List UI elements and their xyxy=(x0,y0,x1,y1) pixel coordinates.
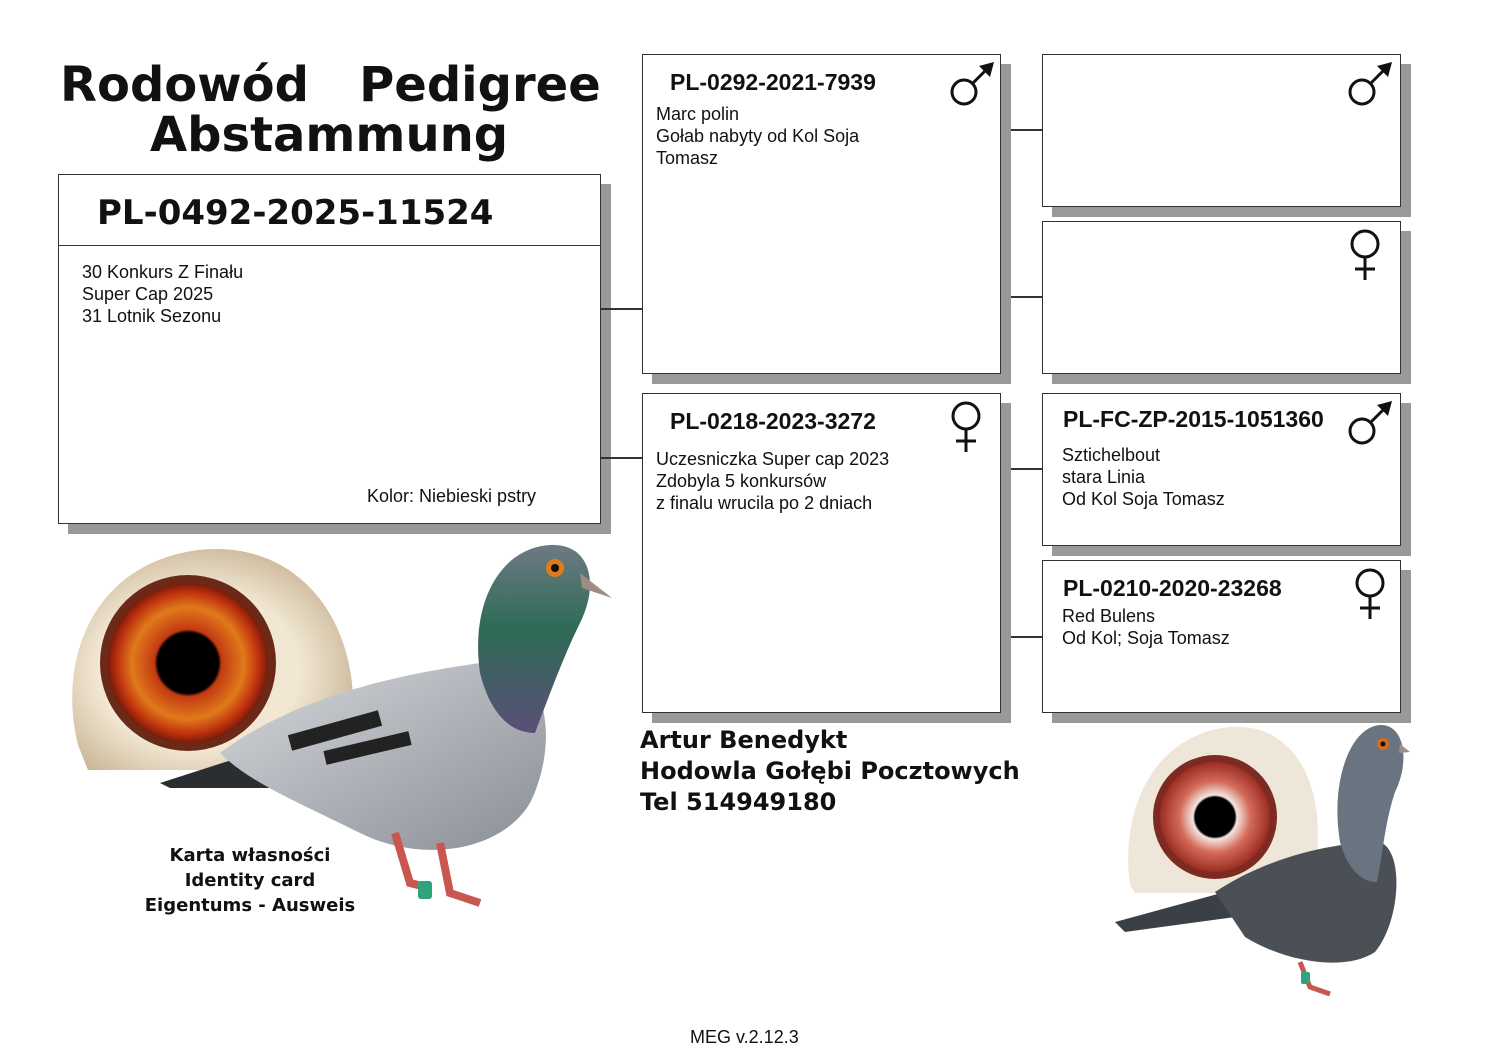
male-icon xyxy=(1345,59,1395,109)
dam-dam-card xyxy=(1042,560,1401,713)
male-icon xyxy=(947,59,997,109)
main-pigeon-card xyxy=(58,174,601,524)
dam-card xyxy=(642,393,1001,713)
breeder-loft: Hodowla Gołębi Pocztowych xyxy=(640,757,1020,785)
female-icon xyxy=(1350,565,1390,621)
dam-sire-card xyxy=(1042,393,1401,546)
female-icon xyxy=(946,398,986,454)
connector-sire-dam xyxy=(1001,296,1043,298)
connector-dam-sire xyxy=(1001,468,1043,470)
breeder-info xyxy=(640,725,1020,818)
sire-sire-card xyxy=(1042,54,1401,207)
main-color: Kolor: Niebieski pstry xyxy=(367,486,537,506)
pigeon-image-small xyxy=(1115,722,1415,1007)
dam-dam-notes: Red Bulens Od Kol; Soja Tomasz xyxy=(1062,606,1230,648)
sire-dam-card xyxy=(1042,221,1401,374)
sire-card xyxy=(642,54,1001,374)
dam-sire-ring-number: PL-FC-ZP-2015-1051360 xyxy=(1063,406,1324,432)
sire-notes: Marc polin Gołab nabyty od Kol Soja Tomasz xyxy=(656,104,860,168)
connector-dam-dam xyxy=(1001,636,1043,638)
dam-notes: Uczesniczka Super cap 2023 Zdobyla 5 konkursów z finalu wrucila po 2 dniach xyxy=(656,449,890,513)
connector-main-dam xyxy=(601,457,643,459)
breeder-phone: Tel 514949180 xyxy=(640,788,837,816)
sire-ring-number: PL-0292-2021-7939 xyxy=(670,69,876,95)
dam-ring-number: PL-0218-2023-3272 xyxy=(670,408,876,434)
title-line-2: Abstammung xyxy=(150,107,509,163)
version-label: MEG v.2.12.3 xyxy=(690,1027,799,1047)
main-notes: 30 Konkurs Z Finału Super Cap 2025 31 Lotnik Sezonu xyxy=(82,262,244,326)
male-icon xyxy=(1345,398,1395,448)
identity-card-line-1: Karta własności xyxy=(169,845,331,866)
connector-sire-sire xyxy=(1001,129,1043,131)
breeder-name: Artur Benedykt xyxy=(640,726,848,754)
identity-card-label xyxy=(130,843,370,918)
female-icon xyxy=(1345,226,1385,282)
title-line-1: Rodowód Pedigree xyxy=(60,57,601,113)
dam-dam-ring-number: PL-0210-2020-23268 xyxy=(1063,575,1282,601)
identity-card-line-3: Eigentums - Ausweis xyxy=(144,895,356,916)
identity-card-line-2: Identity card xyxy=(184,870,316,891)
connector-main-sire xyxy=(601,308,643,310)
page-title xyxy=(60,57,601,163)
main-ring-number: PL-0492-2025-11524 xyxy=(97,193,494,233)
main-card-header xyxy=(59,175,600,246)
dam-sire-notes: Sztichelbout stara Linia Od Kol Soja Tomasz xyxy=(1062,445,1225,509)
